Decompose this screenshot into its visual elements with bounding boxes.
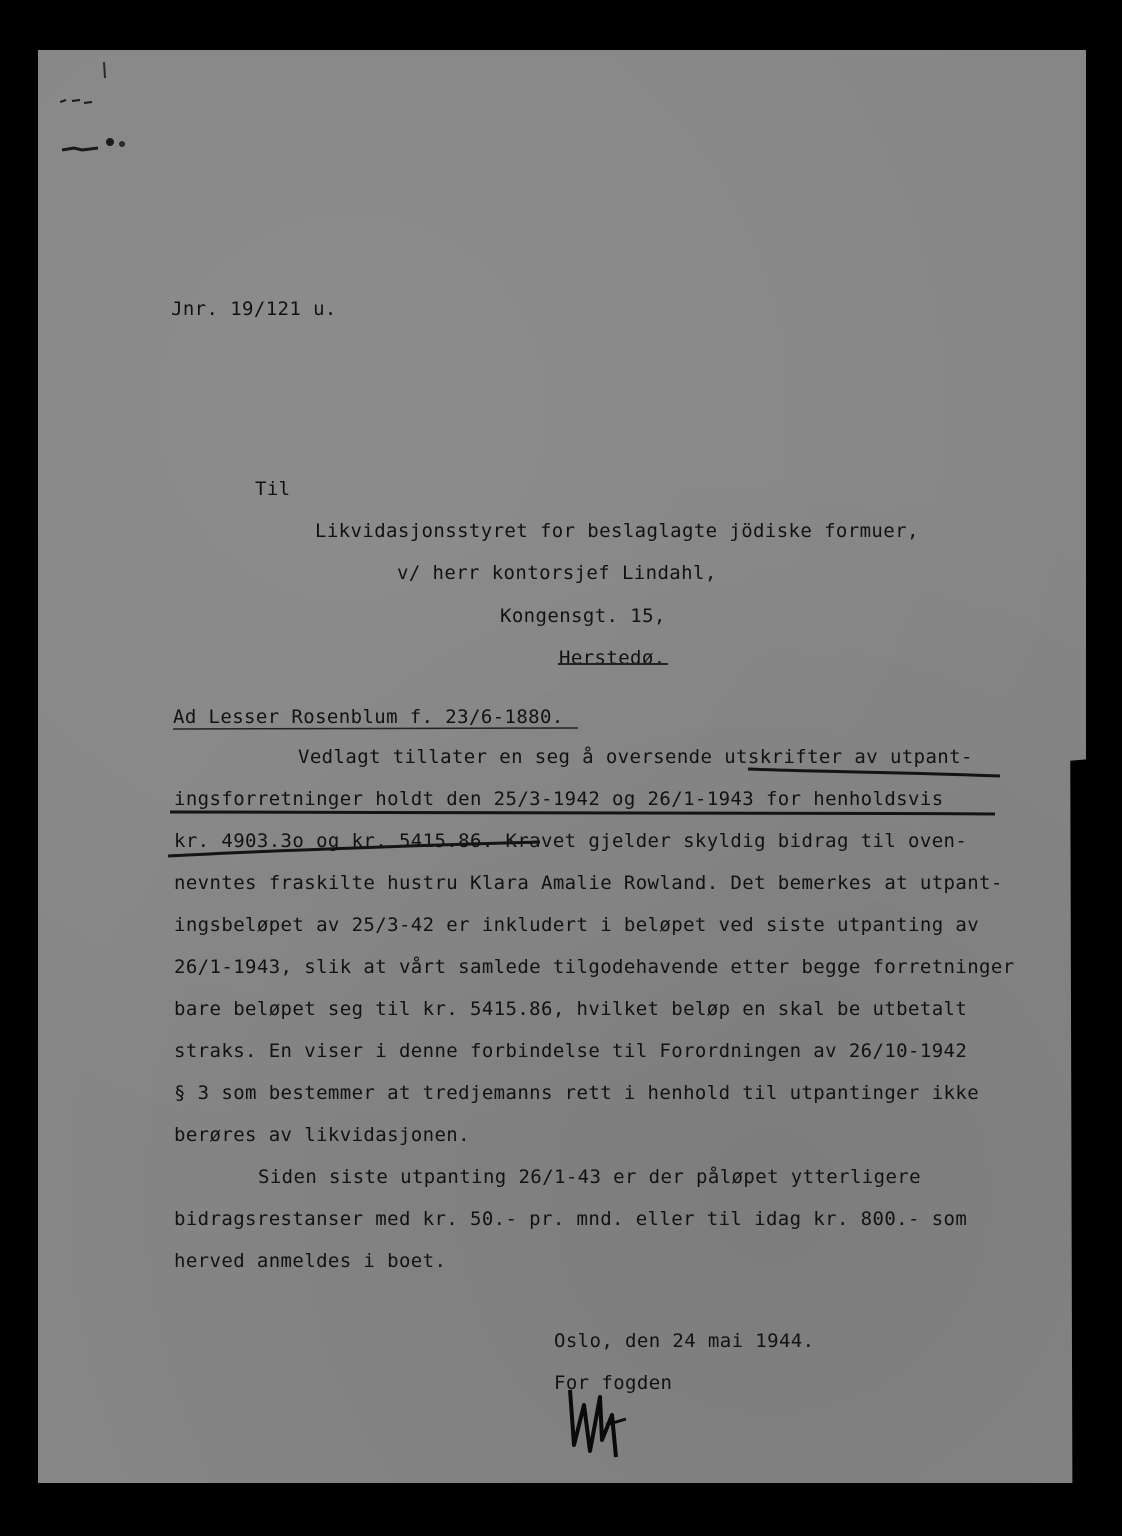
body-line-3: kr. 4903.3o og kr. 5415.86. Kravet gjelder skyldig bidrag til oven- bbox=[174, 830, 968, 852]
body-line-6: 26/1-1943, slik at vårt samlede tilgodehavende etter begge forretninger bbox=[174, 956, 1015, 978]
recipient-city: Herstedø. bbox=[559, 647, 666, 669]
journal-number: Jnr. 19/121 u. bbox=[171, 298, 337, 320]
place-and-date: Oslo, den 24 mai 1944. bbox=[554, 1330, 815, 1352]
body-line-10: berøres av likvidasjonen. bbox=[174, 1124, 470, 1146]
margin-ink-marks bbox=[60, 60, 140, 170]
subject-line: Ad Lesser Rosenblum f. 23/6-1880. bbox=[173, 706, 564, 728]
handwritten-signature bbox=[560, 1385, 640, 1460]
body-line-12: bidragsrestanser med kr. 50.- pr. mnd. eller til idag kr. 800.- som bbox=[174, 1208, 968, 1230]
body-line-9: § 3 som bestemmer at tredjemanns rett i henhold til utpantinger ikke bbox=[174, 1082, 980, 1104]
recipient-to-label: Til bbox=[255, 478, 291, 500]
body-line-1: Vedlagt tillater en seg å oversende utskrifter av utpant- bbox=[298, 746, 973, 768]
signoff: For fogden bbox=[554, 1372, 673, 1394]
body-line-8: straks. En viser i denne forbindelse til Forordningen av 26/10-1942 bbox=[174, 1040, 968, 1062]
body-line-13: herved anmeldes i boet. bbox=[174, 1250, 447, 1272]
body-line-4: nevntes fraskilte hustru Klara Amalie Rowland. Det bemerkes at utpant- bbox=[174, 872, 1003, 894]
recipient-attention: v/ herr kontorsjef Lindahl, bbox=[397, 562, 717, 584]
body-line-5: ingsbeløpet av 25/3-42 er inkludert i beløpet ved siste utpanting av bbox=[174, 914, 980, 936]
body-line-2: ingsforretninger holdt den 25/3-1942 og 26/1-1943 for henholdsvis bbox=[174, 788, 944, 810]
recipient-street: Kongensgt. 15, bbox=[500, 605, 666, 627]
recipient-organization: Likvidasjonsstyret for beslaglagte jödiske formuer, bbox=[315, 520, 919, 542]
body-line-11: Siden siste utpanting 26/1-43 er der påløpet ytterligere bbox=[258, 1166, 921, 1188]
body-line-7: bare beløpet seg til kr. 5415.86, hvilket beløp en skal be utbetalt bbox=[174, 998, 968, 1020]
